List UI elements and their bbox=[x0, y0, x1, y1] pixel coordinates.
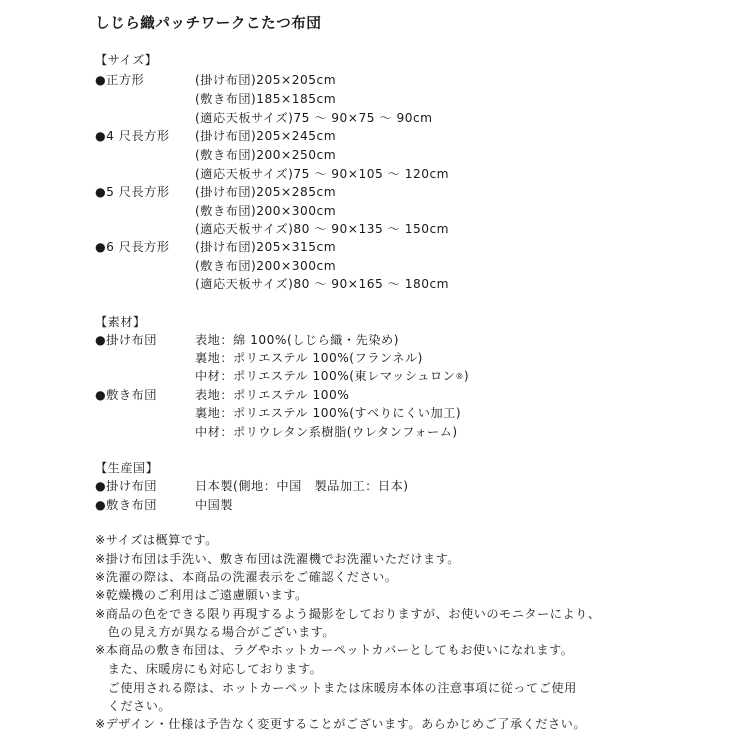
size-value: (敷き布団)200×300cm bbox=[195, 259, 337, 273]
material-value: 表地：綿 100%(しじら織・先染め) bbox=[195, 333, 399, 347]
origin-heading: 【生産国】 bbox=[95, 461, 159, 475]
material-value-group bbox=[195, 370, 469, 382]
size-row bbox=[95, 129, 337, 143]
size-row bbox=[95, 240, 337, 254]
registered-mark: ® bbox=[455, 372, 464, 381]
note-line: ※本商品の敷き布団は、ラグやホットカーペットカバーとしてもお使いになれます。 bbox=[95, 643, 574, 657]
note-line: ください。 bbox=[95, 699, 172, 713]
size-value: (適応天板サイズ)80 ～ 90×165 ～ 180cm bbox=[195, 277, 450, 291]
size-row bbox=[95, 185, 337, 199]
material-value: 中材：ポリエステル 100%(東レマッシュロン bbox=[195, 369, 456, 383]
note-line: ※乾燥機のご利用はご遠慮願います。 bbox=[95, 588, 308, 602]
origin-value: 日本製(側地：中国 製品加工：日本) bbox=[195, 479, 409, 493]
material-value-tail: ) bbox=[463, 369, 470, 383]
note-line: ご使用される際は、ホットカーペットまたは床暖房本体の注意事項に従ってご使用 bbox=[95, 681, 577, 695]
material-row bbox=[95, 333, 399, 347]
origin-label: ●敷き布団 bbox=[95, 498, 157, 512]
note-line: ※掛け布団は手洗い、敷き布団は洗濯機でお洗濯いただけます。 bbox=[95, 552, 460, 566]
size-heading: 【サイズ】 bbox=[95, 53, 158, 67]
size-row bbox=[95, 73, 337, 87]
note-line: また、床暖房にも対応しております。 bbox=[95, 662, 323, 676]
note-line: ※商品の色をできる限り再現するよう撮影をしておりますが、お使いのモニターにより、 bbox=[95, 607, 601, 621]
material-value: 裏地：ポリエステル 100%(すべりにくい加工) bbox=[195, 406, 462, 420]
size-value: (掛け布団)205×205cm bbox=[195, 73, 337, 87]
size-value: (敷き布団)200×250cm bbox=[195, 148, 337, 162]
material-label: ●掛け布団 bbox=[95, 333, 157, 347]
origin-row bbox=[95, 498, 234, 512]
size-value: (適応天板サイズ)75 ～ 90×75 ～ 90cm bbox=[195, 111, 433, 125]
size-label: ●正方形 bbox=[95, 73, 145, 87]
size-value: (掛け布団)205×285cm bbox=[195, 185, 337, 199]
size-value: (適応天板サイズ)80 ～ 90×135 ～ 150cm bbox=[195, 222, 450, 236]
origin-row bbox=[95, 479, 409, 493]
size-label: ●5 尺長方形 bbox=[95, 185, 170, 199]
material-value: 中材：ポリウレタン系樹脂(ウレタンフォーム) bbox=[195, 425, 458, 439]
material-label: ●敷き布団 bbox=[95, 388, 157, 402]
size-value: (適応天板サイズ)75 ～ 90×105 ～ 120cm bbox=[195, 167, 450, 181]
material-row bbox=[95, 388, 350, 402]
note-line: ※サイズは概算です。 bbox=[95, 533, 218, 547]
size-value: (掛け布団)205×245cm bbox=[195, 129, 337, 143]
page-title: しじら織パッチワークこたつ布団 bbox=[95, 16, 322, 32]
note-line: ※デザイン・仕様は予告なく変更することがございます。あらかじめご了承ください。 bbox=[95, 717, 587, 731]
origin-value: 中国製 bbox=[195, 498, 234, 512]
size-value: (敷き布団)185×185cm bbox=[195, 92, 337, 106]
size-value: (敷き布団)200×300cm bbox=[195, 204, 337, 218]
size-label: ●4 尺長方形 bbox=[95, 129, 170, 143]
note-line: 色の見え方が異なる場合がございます。 bbox=[95, 625, 336, 639]
material-value: 表地：ポリエステル 100% bbox=[195, 388, 350, 402]
material-value: 裏地：ポリエステル 100%(フランネル) bbox=[195, 351, 423, 365]
note-line: ※洗濯の際は、本商品の洗濯表示をご確認ください。 bbox=[95, 570, 398, 584]
size-label: ●6 尺長方形 bbox=[95, 240, 170, 254]
material-heading: 【素材】 bbox=[95, 315, 146, 329]
origin-label: ●掛け布団 bbox=[95, 479, 157, 493]
size-value: (掛け布団)205×315cm bbox=[195, 240, 337, 254]
